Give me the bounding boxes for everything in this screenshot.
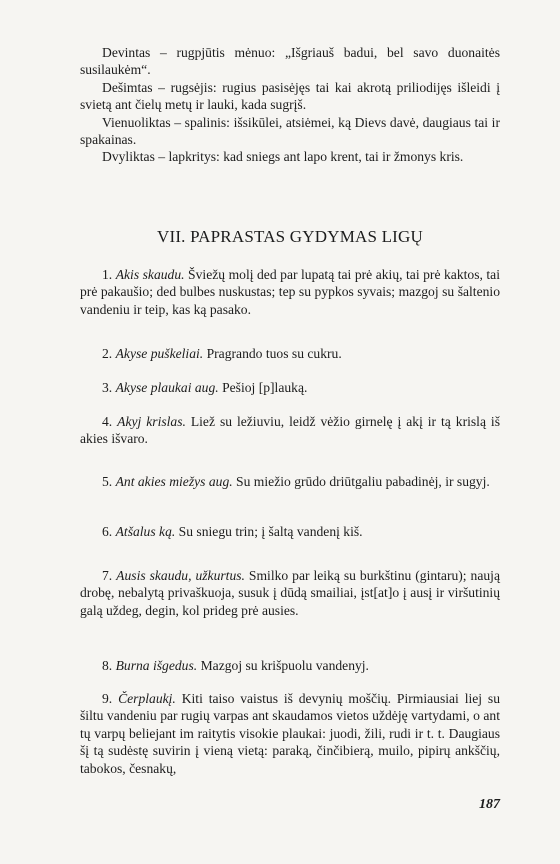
remedy-paragraph xyxy=(80,345,500,362)
months-section xyxy=(80,44,500,166)
remedy-number: 4. xyxy=(102,414,113,429)
month-paragraph: Dvyliktas – lapkritys: kad sniegs ant lapo krent, tai ir žmonys kris. xyxy=(102,149,464,165)
remedy-paragraph xyxy=(80,473,500,490)
remedy-paragraph xyxy=(80,266,500,318)
remedy-term: Ant akies miežys aug. xyxy=(115,474,233,489)
remedy-number: 5. xyxy=(102,474,113,489)
remedy-term: Akyse plaukai aug. xyxy=(115,380,219,395)
remedy-paragraph xyxy=(80,379,500,396)
remedy-term: Čerplaukį. xyxy=(118,691,176,706)
month-paragraph: Dešimtas – rugsėjis: rugius pasisėjęs tai kai akrotą priliodijęs išleidi į svietą ant čielų metų ir lauki, kada sugrįš. xyxy=(80,79,500,113)
remedy-text: Mazgoj su krišpuolu vandenyj. xyxy=(197,658,369,673)
remedy-text: Pragrando tuos su cukru. xyxy=(203,346,342,361)
remedy-term: Atšalus ką. xyxy=(115,524,176,539)
remedy-text: Šviežų molį ded par lupatą tai prė akių, tai prė kaktos, tai prė pakaušio; ded bulbes nuskustas; tep su pypkos syvais; mazgoj su šaltenio vandeniu ir teip, kas ką pasako. xyxy=(80,267,500,317)
remedy-text: Su sniegu trin; į šaltą vandenį kiš. xyxy=(175,524,363,539)
remedy-number: 3. xyxy=(102,380,113,395)
remedy-paragraph xyxy=(80,657,500,674)
remedy-text: Kiti taiso vaistus iš devynių moščių. Pirmiausiai liej su šiltu vandeniu par rugių varpas ant skaudamos vietos uždėję vartydami, o ant tų varpų beliejant im raitytis visokie plaukai: juodi, žili, rudi ir t. t. Daugiaus šį tą sudėstę suvirin į vieną vietą: paraką, činčibierą, muilo, pipirų ankščių, tabokos, česnakų, xyxy=(80,691,500,776)
remedy-paragraph xyxy=(80,523,500,540)
remedy-text: Liež su ležiuviu, leidž vėžio girnelę į akį ir tą krislą iš akies išvaro. xyxy=(80,414,500,447)
remedy-term: Ausis skaudu, užkurtus. xyxy=(116,568,245,583)
remedy-term: Burna išgedus. xyxy=(115,658,198,673)
remedy-text: Smilko par leiką su burkštinu (gintaru); naują drobę, nebalytą privaškuoja, susuk į dūdą smailiai, įst[at]o į ausį ir viršutinių galą uždeg, degin, kol prideg prė ausies. xyxy=(80,568,500,618)
page-number: 187 xyxy=(479,797,500,812)
remedy-number: 7. xyxy=(102,568,113,583)
remedy-number: 9. xyxy=(102,691,113,706)
chapter-title: VII. PAPRASTAS GYDYMAS LIGŲ xyxy=(156,227,423,246)
remedy-text: Pešioj [p]lauką. xyxy=(218,380,308,395)
month-paragraph: Devintas – rugpjūtis mėnuo: „Išgriauš badui, bel savo duonaitės susilaukėm“. xyxy=(80,45,500,78)
remedy-paragraph xyxy=(80,567,500,619)
remedy-paragraph xyxy=(80,413,500,448)
remedy-number: 2. xyxy=(102,346,113,361)
month-paragraph: Vienuoliktas – spalinis: išsikūlei, atsiėmei, ką Dievs davė, daugiaus tai ir spakainas. xyxy=(80,114,500,148)
remedy-text: Su miežio grūdo driūtgaliu pabadinėj, ir sugyj. xyxy=(232,474,490,489)
remedy-paragraph xyxy=(80,690,500,777)
remedy-number: 1. xyxy=(102,267,113,282)
remedy-term: Akyj krislas. xyxy=(117,414,186,429)
remedy-number: 8. xyxy=(102,658,113,673)
remedy-number: 6. xyxy=(102,524,113,539)
remedy-term: Akyse puškeliai. xyxy=(115,346,204,361)
remedy-term: Akis skaudu. xyxy=(115,267,185,282)
